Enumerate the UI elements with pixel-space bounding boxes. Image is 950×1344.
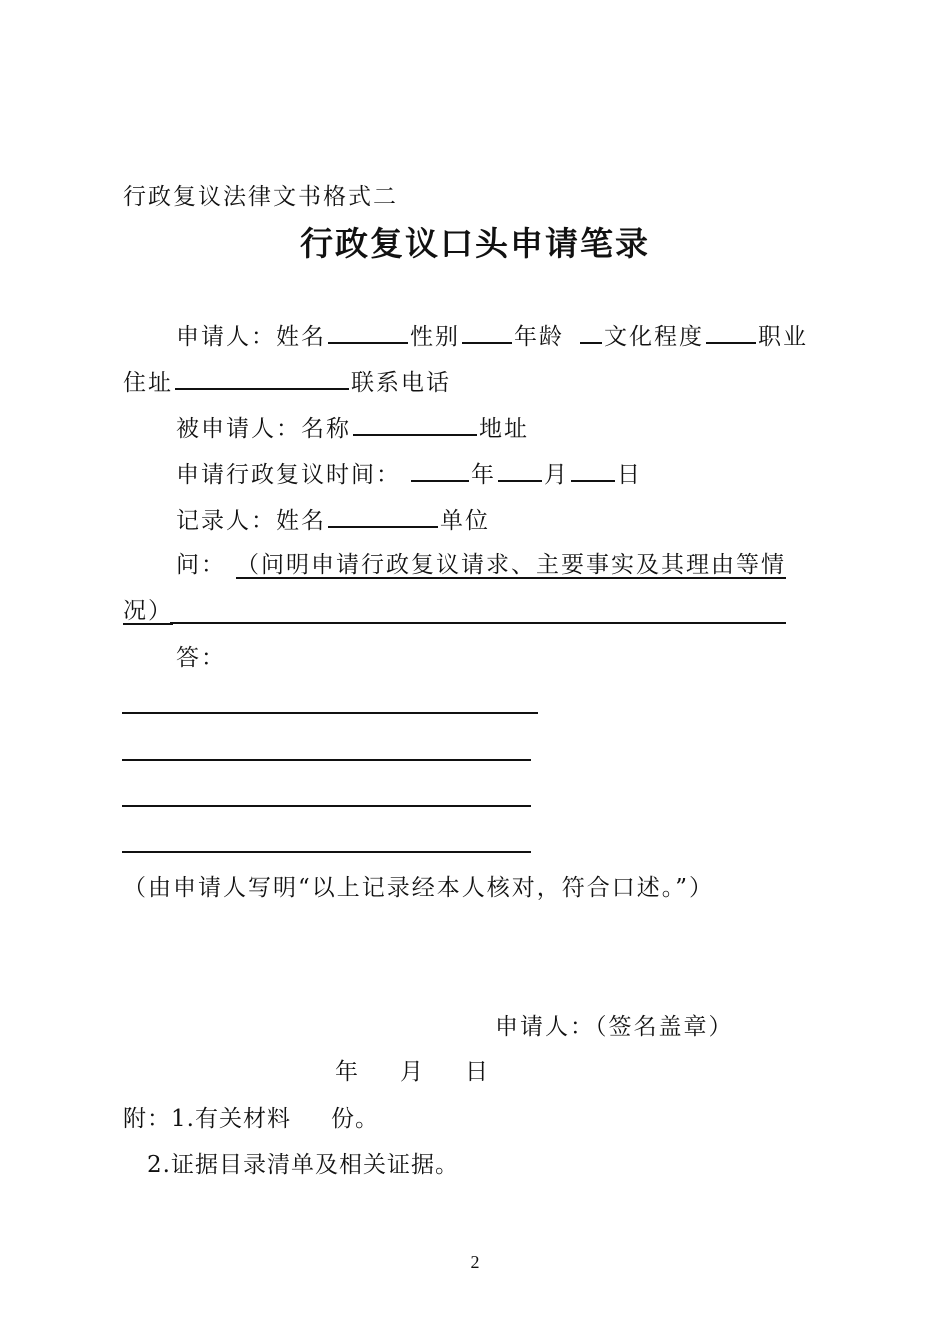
applicant-age-blank [580, 320, 602, 344]
document-subtitle: 行政复议法律文书格式二 [123, 184, 398, 210]
answer-label: 答： [176, 645, 226, 671]
question-text-line1: （问明申请行政复议请求、主要事实及其理由等情 [236, 552, 786, 578]
applicant-phone-label: 联系电话 [351, 370, 451, 396]
recorder-name-label: 姓名 [276, 508, 326, 534]
applicant-address-label: 住址 [123, 370, 173, 396]
apply-year-blank [411, 458, 469, 482]
signature-day-label: 日 [465, 1059, 490, 1085]
apply-day-label: 日 [617, 462, 642, 488]
document-title: 行政复议口头申请笔录 [300, 224, 650, 263]
confirmation-note: （由申请人写明“以上记录经本人核对，符合口述。”） [123, 875, 715, 901]
answer-line-4 [122, 851, 531, 853]
signature-label: 申请人：（签名盖章） [495, 1014, 734, 1040]
applicant-education-label: 文化程度 [604, 324, 704, 350]
applicant-gender-label: 性别 [410, 324, 460, 350]
recorder-row [176, 504, 490, 536]
attachment-item-1-suffix: 份。 [330, 1106, 379, 1132]
apply-time-row [176, 458, 642, 490]
respondent-name-label: 名称 [301, 416, 351, 442]
respondent-row [176, 412, 529, 444]
applicant-label: 申请人： [176, 324, 276, 350]
attachment-item-1: 1.有关材料 [171, 1106, 291, 1132]
signature-year-label: 年 [335, 1059, 360, 1085]
respondent-label: 被申请人： [176, 416, 301, 442]
applicant-row [176, 320, 808, 352]
answer-line-2 [122, 759, 531, 761]
apply-month-label: 月 [544, 462, 569, 488]
applicant-education-blank [706, 320, 756, 344]
page-number: 2 [470, 1252, 480, 1272]
signature-date-row [335, 1057, 490, 1087]
recorder-name-blank [328, 504, 438, 528]
answer-line-3 [122, 805, 531, 807]
attachment-item-2: 2.证据目录清单及相关证据。 [147, 1152, 459, 1178]
apply-year-label: 年 [471, 462, 496, 488]
apply-month-blank [498, 458, 542, 482]
respondent-address-label: 地址 [479, 416, 529, 442]
question-row [176, 550, 786, 580]
respondent-name-blank [353, 412, 477, 436]
signature-month-label: 月 [400, 1059, 425, 1085]
recorder-label: 记录人： [176, 508, 276, 534]
applicant-name-label: 姓名 [276, 324, 326, 350]
question-underline-extension [170, 622, 786, 624]
recorder-unit-label: 单位 [440, 508, 490, 534]
attachment-row-1 [123, 1104, 379, 1134]
question-label: 问： [176, 552, 226, 578]
applicant-age-label: 年龄 [514, 324, 564, 350]
answer-line-1 [122, 712, 538, 714]
applicant-gender-blank [462, 320, 512, 344]
question-text-line2: 况） [123, 598, 173, 624]
applicant-address-row [123, 366, 451, 398]
question-row-2 [123, 596, 173, 626]
applicant-address-blank [175, 366, 349, 390]
attachments-label: 附： [123, 1106, 171, 1132]
applicant-occupation-label: 职业 [758, 324, 808, 350]
applicant-name-blank [328, 320, 408, 344]
apply-day-blank [571, 458, 615, 482]
apply-time-label: 申请行政复议时间： [176, 462, 401, 488]
